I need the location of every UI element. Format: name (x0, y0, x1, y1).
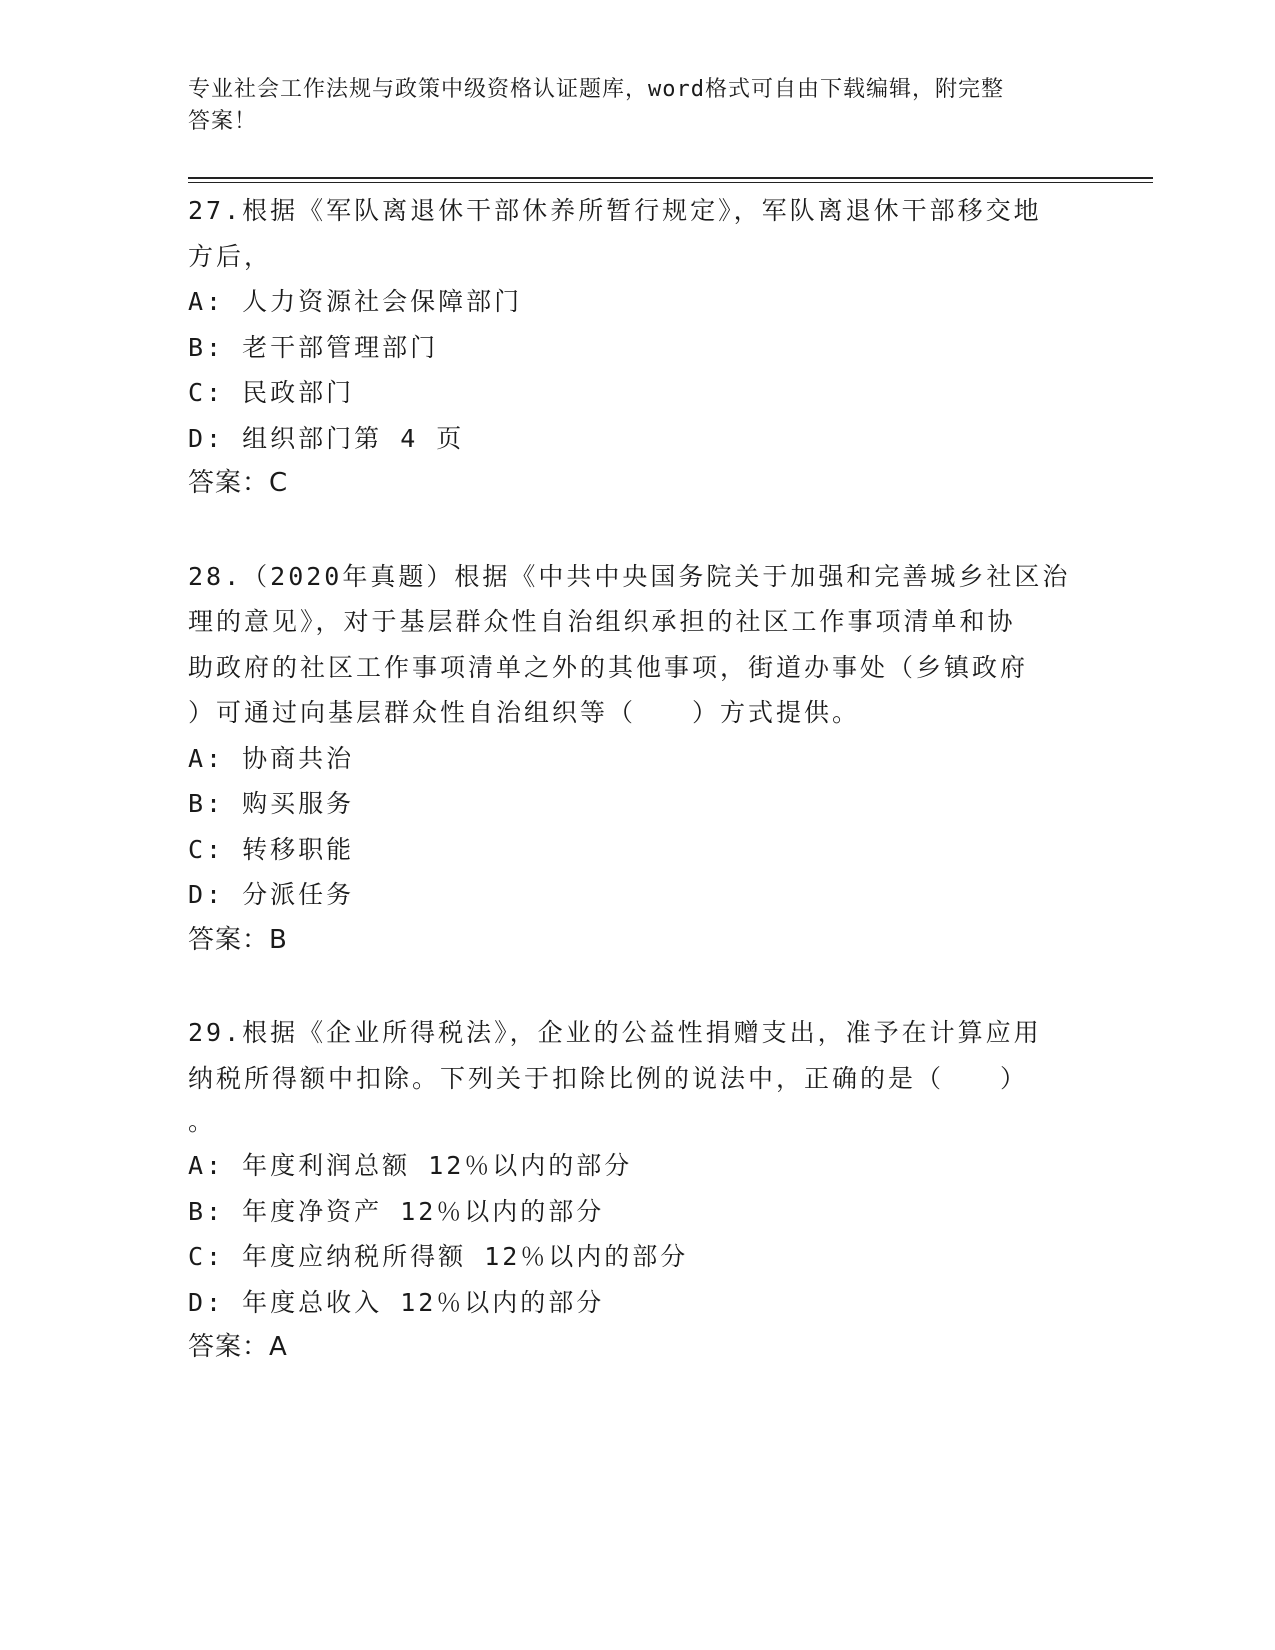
option-d: D: 年度总收入 12％以内的部分 (188, 1287, 605, 1317)
option-a: A: 年度利润总额 12％以内的部分 (188, 1151, 633, 1180)
question-text-line: ）可通过向基层群众性自治组织等（ ）方式提供。 (188, 698, 861, 727)
question-text-line: 理的意见》，对于基层群众性自治组织承担的社区工作事项清单和协 (188, 607, 1016, 636)
option-c: C: 转移职能 (188, 834, 355, 864)
document-header (188, 74, 1088, 138)
option-d: D: 分派任务 (188, 880, 355, 909)
question-text-line: 29.根据《企业所得税法》，企业的公益性捐赠支出，准予在计算应用 (188, 1018, 1042, 1047)
question-text-line: 28.（2020年真题）根据《中共中央国务院关于加强和完善城乡社区治 (188, 561, 1071, 591)
question-list (188, 188, 1108, 1371)
question-spacer (188, 963, 1108, 1010)
option-c: C: 年度应纳税所得额 12％以内的部分 (188, 1242, 689, 1271)
header-line-1: 专业社会工作法规与政策中级资格认证题库，word格式可自由下载编辑，附完整 (188, 77, 1004, 102)
question-text-line: 。 (188, 1107, 214, 1136)
question-27 (188, 188, 1108, 507)
question-28 (188, 554, 1108, 964)
option-b: B: 购买服务 (188, 789, 355, 818)
header-rule-thick (188, 177, 1153, 179)
option-a: A: 协商共治 (188, 743, 355, 773)
option-b: B: 年度净资产 12％以内的部分 (188, 1196, 605, 1226)
answer-line: 答案：C (188, 468, 289, 498)
question-text-line: 27.根据《军队离退休干部休养所暂行规定》，军队离退休干部移交地 (188, 196, 1042, 225)
option-a: A: 人力资源社会保障部门 (188, 287, 523, 316)
question-spacer (188, 507, 1108, 554)
question-text-line: 纳税所得额中扣除。下列关于扣除比例的说法中，正确的是（ ） (188, 1063, 1029, 1093)
option-c: C: 民政部门 (188, 378, 355, 407)
header-rule-thin (188, 182, 1153, 183)
question-text-line: 方后， (188, 241, 273, 271)
answer-line: 答案：B (188, 924, 288, 955)
option-d: D: 组织部门第 4 页 (188, 423, 465, 453)
question-29 (188, 1010, 1108, 1371)
answer-line: 答案：A (188, 1332, 288, 1362)
option-b: B: 老干部管理部门 (188, 332, 439, 362)
header-line-2: 答案！ (188, 109, 258, 134)
question-text-line: 助政府的社区工作事项清单之外的其他事项，街道办事处（乡镇政府 (188, 652, 1029, 682)
